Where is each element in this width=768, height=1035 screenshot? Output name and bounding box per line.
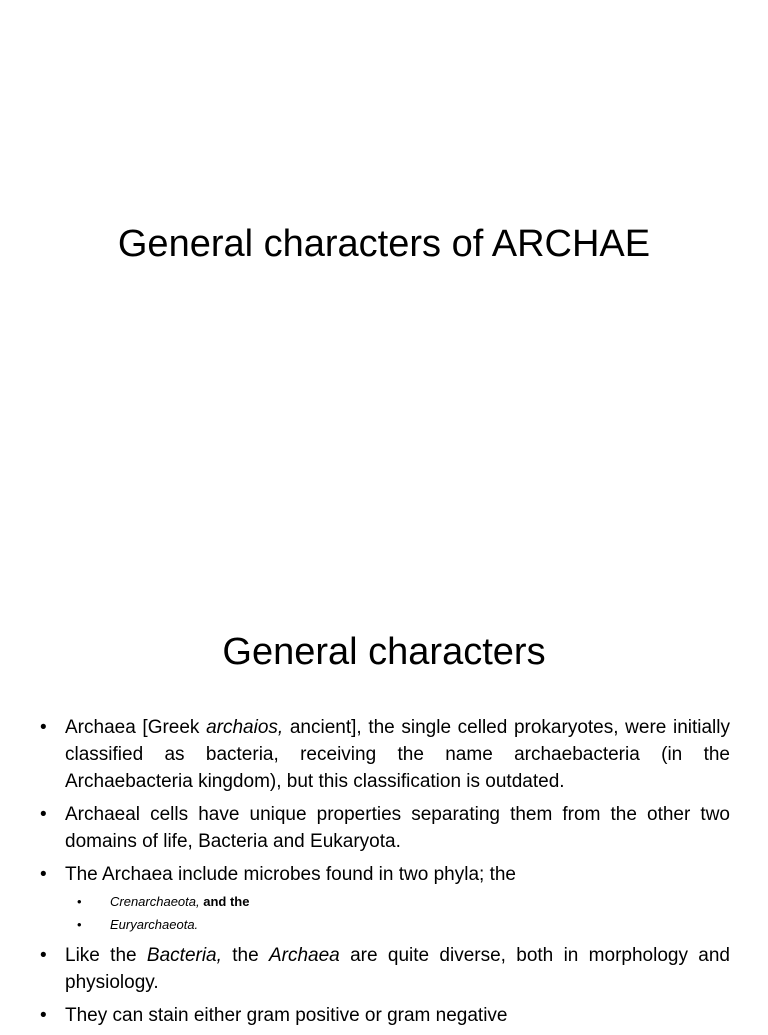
bullet-text: are quite diverse, both in morphology and physiology.	[65, 945, 730, 993]
bullet-text: ancient], the single celled prokaryotes, were initially classified as bacteria, receiving the name archaebacteria (in the Archaebacteria kingdom), but this classification is outdated.	[65, 717, 731, 792]
bullet-icon: •	[40, 945, 47, 966]
sub-bullet-text-bold: and the	[199, 894, 250, 909]
bullet-text: Archaeal cells have unique properties separating them from the other two domains of life, Bacteria and Eukaryota.	[65, 804, 730, 852]
slide-title: General characters of ARCHAE	[117, 223, 651, 265]
bullet-text: Like the	[65, 945, 147, 966]
bullet-item-archaea-definition	[40, 714, 730, 795]
sub-bullet-icon: •	[77, 917, 82, 932]
bullet-item-phyla	[40, 861, 730, 936]
bullet-icon: •	[40, 717, 47, 738]
bullet-list	[40, 714, 730, 1035]
sub-bullet-item-crenarchaeota	[65, 890, 730, 913]
bullet-item-diversity	[40, 942, 730, 996]
sub-bullet-item-euryarchaeota	[65, 913, 730, 936]
sub-bullet-icon: •	[77, 894, 82, 909]
bullet-icon: •	[40, 864, 47, 885]
sub-bullet-text-italic: Crenarchaeota,	[110, 894, 200, 909]
bullet-item-gram-stain	[40, 1002, 730, 1029]
bullet-item-unique-properties	[40, 801, 730, 855]
bullet-text-italic: archaios,	[206, 717, 284, 738]
content-slide	[0, 576, 768, 1024]
bullet-text-italic: Bacteria,	[146, 945, 222, 966]
bullet-text-italic: Archaea	[268, 945, 340, 966]
sub-bullet-text-italic: Euryarchaeota.	[110, 917, 199, 932]
bullet-icon: •	[40, 1005, 47, 1026]
bullet-text: They can stain either gram positive or gram negative	[65, 1005, 508, 1026]
bullet-text: The Archaea include microbes found in two phyla; the	[65, 864, 516, 885]
slide-heading: General characters	[222, 631, 546, 673]
bullet-text: the	[221, 945, 269, 966]
bullet-text: Archaea [Greek	[65, 717, 207, 738]
bullet-icon: •	[40, 804, 47, 825]
sub-bullet-list	[65, 890, 730, 936]
